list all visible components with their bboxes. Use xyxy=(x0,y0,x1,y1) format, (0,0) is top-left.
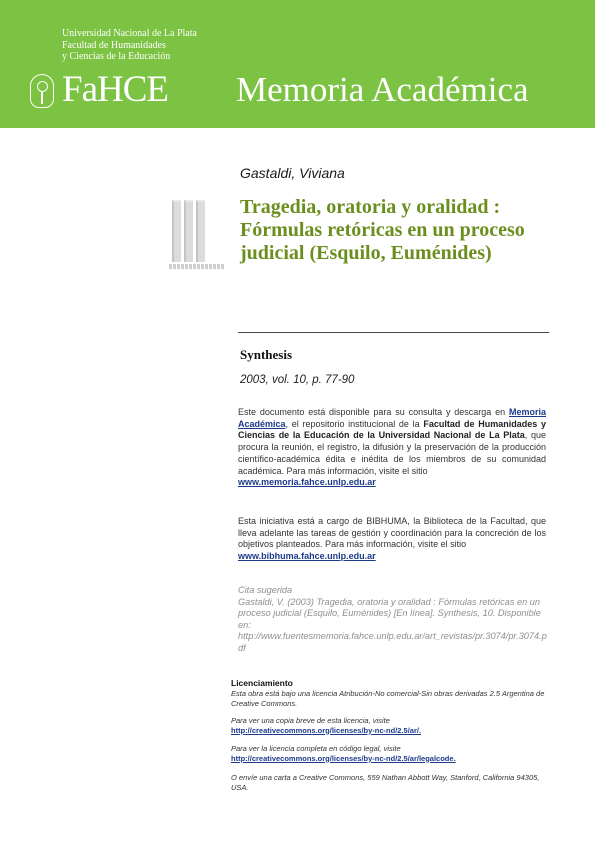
license-mail-address: O envíe una carta a Creative Commons, 559 Nathan Abbott Way, Stanford, California 94305, USA. xyxy=(231,773,540,792)
fahce-logo: FaHCE xyxy=(62,69,168,110)
repository-description xyxy=(238,407,546,489)
university-name xyxy=(62,28,197,63)
license-short-link[interactable]: http://creativecommons.org/licenses/by-nc-nd/2.5/ar/. xyxy=(231,725,422,735)
citation-url[interactable]: http://www.fuentesmemoria.fahce.unlp.edu.ar/art_revistas/pr.3074/pr.3074.pdf xyxy=(238,631,547,653)
license-full-text: Para ver la licencia completa en código legal, visite xyxy=(231,744,401,753)
citation-text: Gastaldi, V. (2003) Tragedia, oratoria y oralidad : Fórmulas retóricas en un proceso judicial (Esquilo, Euménides) [En línea]. Synthesis, 10. Disponible en: xyxy=(238,596,541,630)
publication-details: 2003, vol. 10, p. 77-90 xyxy=(240,374,355,386)
repository-title: Memoria Académica xyxy=(236,70,529,109)
journal-name: Synthesis xyxy=(240,347,293,362)
license-short-copy xyxy=(231,716,551,735)
repository-text-c: , que procura la reunión, el registro, la difusión y la preservación de la producción científico-académica édita e inédita de los miembros de su comunidad académica. Para más información, visite el sitio xyxy=(238,430,546,476)
books-logo-caption xyxy=(169,264,225,269)
repository-text-a: Este documento está disponible para su consulta y descarga en xyxy=(238,407,509,417)
header-banner xyxy=(0,0,595,128)
license-full-link[interactable]: http://creativecommons.org/licenses/by-nc-nd/2.5/ar/legalcode. xyxy=(231,753,456,763)
memoria-academica-link[interactable]: Memoria Académica xyxy=(238,407,546,429)
university-line: Universidad Nacional de La Plata xyxy=(62,28,197,39)
bibhuma-description xyxy=(238,516,546,563)
title-divider xyxy=(238,332,549,333)
license-short-text: Para ver una copia breve de esta licencia, visite xyxy=(231,716,390,725)
repository-text-b: , el repositorio institucional de la xyxy=(285,418,424,429)
license-text: Esta obra está bajo una licencia Atribución-No comercial-Sin obras derivadas 2.5 Argentina de Creative Commons. xyxy=(231,689,545,708)
article-title: Tragedia, oratoria y oralidad : Fórmulas retóricas en un proceso judicial (Esquilo, Euménides) xyxy=(240,196,525,264)
license-heading: Licenciamiento xyxy=(231,678,293,688)
license-full-code xyxy=(231,744,551,763)
university-seal-icon xyxy=(30,74,54,108)
citation-label: Cita sugerida xyxy=(238,585,293,595)
suggested-citation xyxy=(238,585,548,655)
faculty-line: Facultad de Humanidades xyxy=(62,39,166,51)
faculty-name-bold: Facultad de Humanidades y Ciencias de la Educación de la Universidad Nacional de La Plata xyxy=(238,418,546,441)
memoria-url-link[interactable]: www.memoria.fahce.unlp.edu.ar xyxy=(238,477,376,488)
faculty-line-2: y Ciencias de la Educación xyxy=(62,51,171,62)
article-author: Gastaldi, Viviana xyxy=(240,165,345,181)
bibhuma-url-link[interactable]: www.bibhuma.fahce.unlp.edu.ar xyxy=(238,551,376,562)
bibhuma-text: Esta iniciativa está a cargo de BIBHUMA, la Biblioteca de la Facultad, que lleva adelante las tareas de gestión y coordinación para la concreción de los objetivos planteados. Para más información, visite el sitio xyxy=(238,516,546,550)
books-icon xyxy=(170,200,220,265)
